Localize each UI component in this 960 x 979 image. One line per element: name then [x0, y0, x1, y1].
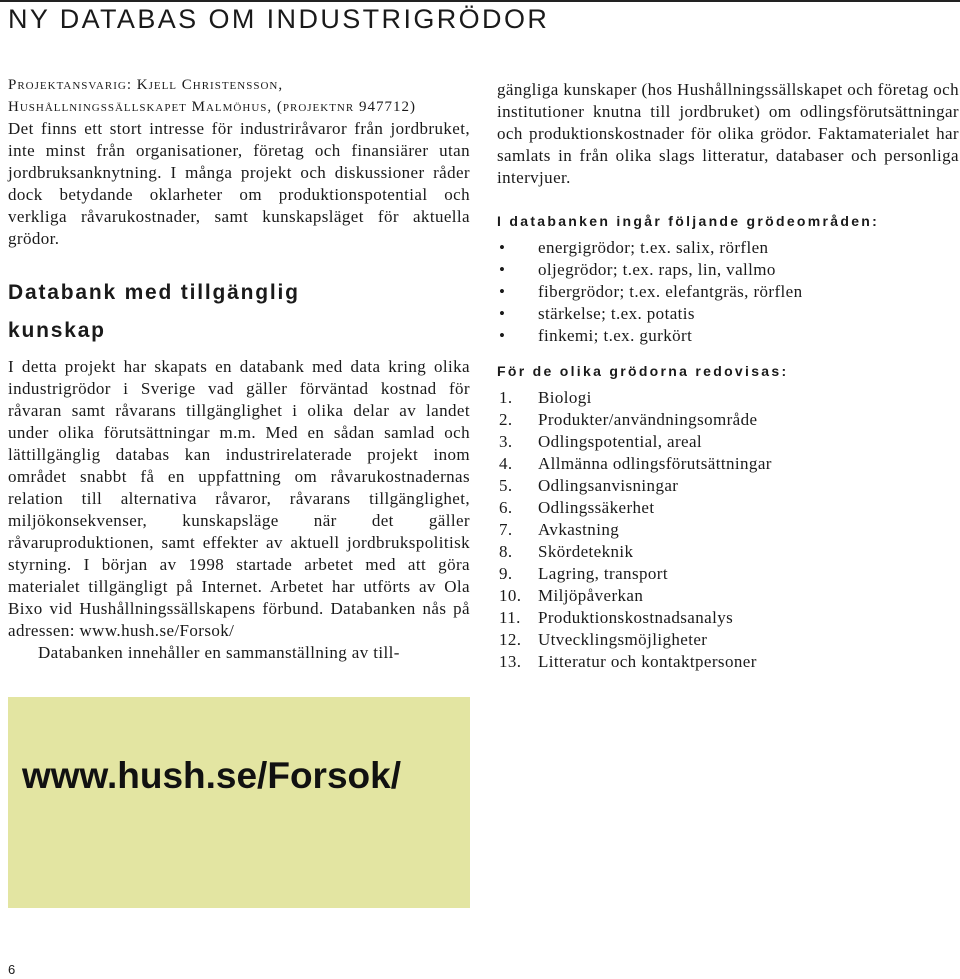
- list-item-number: 11.: [499, 608, 521, 627]
- body-paragraph: I detta projekt har skapats en databank med data kring olika industrigrödor i Sverige vad gäller förväntad kostnad för råvaran samt råvarans tillgänglighet i olika delar av landet under olika förutsättningar m.m. Med en sådan samlad och lättillgänglig databas kan industrirelaterade projekt inom området snabbt få en uppfattning om råvarukostnadernas relation till alternativa råvaror, råvarans tillgänglighet, miljökonsekvenser, kunskapsläge när det gäller råvaruproduktionen, samt effekter av aktuell jordbrukspolitisk styrning. I början av 1998 startade arbetet med att göra materialet tillgängligt på Internet. Arbetet har utförts av Ola Bixo vid Hushållningssällskapens förbund. Databanken nås på adressen: www.hush.se/Forsok/: [8, 357, 470, 640]
- page-title: NY DATABAS OM INDUSTRIGRÖDOR: [8, 4, 550, 34]
- list-item-number: 10.: [499, 586, 522, 605]
- list-item-label: Odlingsanvisningar: [538, 476, 679, 495]
- list-item-label: Odlingspotential, areal: [538, 432, 703, 451]
- section-heading: [8, 274, 470, 350]
- right-column: [497, 79, 959, 673]
- list-item-label: Produktionskostnadsanalys: [538, 608, 734, 627]
- list-item-number: 2.: [499, 410, 513, 429]
- url-text[interactable]: www.hush.se/Forsok/: [22, 755, 401, 796]
- list-item-number: 8.: [499, 542, 513, 561]
- bullet-icon: •: [499, 238, 506, 257]
- list-item-number: 3.: [499, 432, 513, 451]
- list-item: [497, 409, 959, 431]
- body-paragraph-continued: Databanken innehåller en sammanställning av till-: [38, 643, 400, 662]
- list-item: [497, 431, 959, 453]
- list-item-label: energigrödor; t.ex. salix, rörflen: [538, 238, 769, 257]
- bullet-icon: •: [499, 304, 506, 323]
- list-item-number: 9.: [499, 564, 513, 583]
- list-item: [497, 629, 959, 651]
- page-number: 6: [8, 962, 16, 977]
- list-item: [497, 475, 959, 497]
- reported-items-list: [497, 387, 959, 673]
- reported-heading: För de olika grödorna redovisas:: [497, 363, 789, 379]
- list-item-label: fibergrödor; t.ex. elefantgräs, rörflen: [538, 282, 803, 301]
- byline-line-1: Projektansvarig: Kjell Christensson,: [8, 77, 284, 93]
- list-item-number: 13.: [499, 652, 522, 671]
- list-item: [497, 519, 959, 541]
- byline-line-2: Hushållningssällskapet Malmöhus, (projektnr 947712): [8, 99, 416, 115]
- list-item-label: Litteratur och kontaktpersoner: [538, 652, 757, 671]
- list-item: [497, 563, 959, 585]
- list-item-label: oljegrödor; t.ex. raps, lin, vallmo: [538, 260, 776, 279]
- list-item: [497, 541, 959, 563]
- list-item-label: finkemi; t.ex. gurkört: [538, 326, 693, 345]
- bullet-icon: •: [499, 326, 506, 345]
- list-item: [497, 607, 959, 629]
- list-item: [497, 585, 959, 607]
- list-item-number: 12.: [499, 630, 522, 649]
- list-item-label: Allmänna odlingsförutsättningar: [538, 454, 772, 473]
- list-item: [497, 303, 959, 325]
- list-item-number: 6.: [499, 498, 513, 517]
- intro-paragraph: Det finns ett stort intresse för industriråvaror från jordbruket, inte minst från organisationer, företag och finansiärer utan jordbruksanknytning. I många projekt och diskussioner råder dock betydande oklarheter om produktionspotential och verkliga råvarukostnader, samt kunskapsläget för aktuella grödor.: [8, 119, 470, 248]
- list-item-number: 1.: [499, 388, 513, 407]
- list-item: [497, 497, 959, 519]
- section-heading-line-2: kunskap: [8, 319, 106, 342]
- crop-areas-heading: I databanken ingår följande grödeområden:: [497, 213, 880, 229]
- list-item: [497, 453, 959, 475]
- list-item-label: Avkastning: [538, 520, 620, 539]
- left-column: [8, 74, 470, 664]
- list-item: [497, 387, 959, 409]
- list-item-number: 7.: [499, 520, 513, 539]
- project-byline: [8, 74, 470, 118]
- list-item: [497, 281, 959, 303]
- list-item-label: Odlingssäkerhet: [538, 498, 655, 517]
- list-item-label: Produkter/användningsområde: [538, 410, 758, 429]
- url-highlight-box: [8, 697, 470, 908]
- top-rule: [0, 0, 960, 2]
- list-item: [497, 259, 959, 281]
- list-item-number: 5.: [499, 476, 513, 495]
- list-item-label: Lagring, transport: [538, 564, 668, 583]
- continuation-paragraph: gängliga kunskaper (hos Hushållningssällskapet och företag och institutioner knutna till jordbruket) om odlingsförutsättningar och produktionskostnader för olika grödor. Faktamaterialet har samlats in från olika slags litteratur, databaser och personliga intervjuer.: [497, 80, 959, 187]
- list-item-label: Skördeteknik: [538, 542, 634, 561]
- list-item: [497, 237, 959, 259]
- crop-areas-list: [497, 237, 959, 347]
- list-item-label: Miljöpåverkan: [538, 586, 644, 605]
- list-item: [497, 651, 959, 673]
- bullet-icon: •: [499, 282, 506, 301]
- list-item-number: 4.: [499, 454, 513, 473]
- list-item: [497, 325, 959, 347]
- list-item-label: stärkelse; t.ex. potatis: [538, 304, 695, 323]
- bullet-icon: •: [499, 260, 506, 279]
- section-heading-line-1: Databank med tillgänglig: [8, 281, 300, 304]
- list-item-label: Biologi: [538, 388, 592, 407]
- list-item-label: Utvecklingsmöjligheter: [538, 630, 708, 649]
